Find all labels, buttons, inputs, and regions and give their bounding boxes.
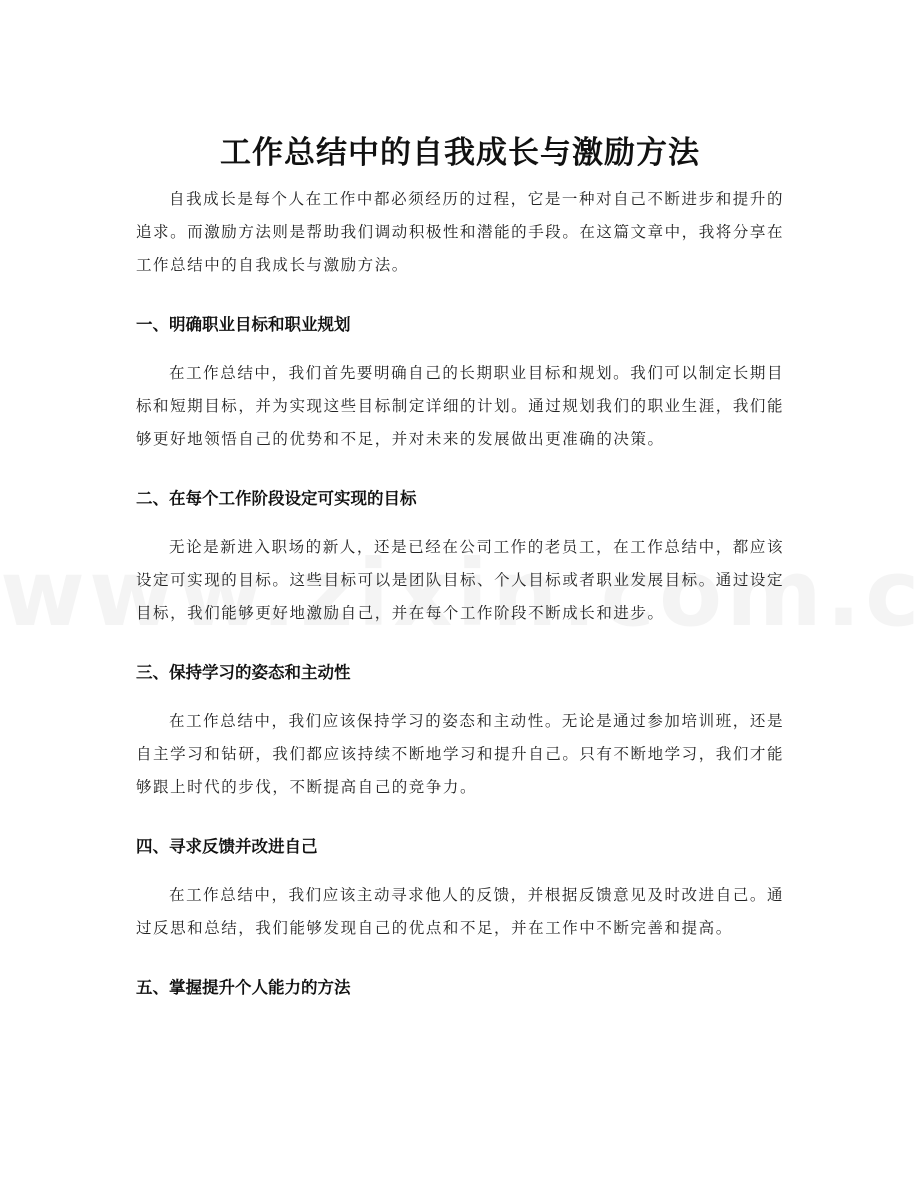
section-1-paragraph: 在工作总结中，我们首先要明确自己的长期职业目标和规划。我们可以制定长期目标和短期目标，并为实现这些目标制定详细的计划。通过规划我们的职业生涯，我们能够更好地领悟自己的优势和不足，并对未来的发展做出更准确的决策。	[136, 364, 784, 448]
section-4-paragraph: 在工作总结中，我们应该主动寻求他人的反馈，并根据反馈意见及时改进自己。通过反思和总结，我们能够发现自己的优点和不足，并在工作中不断完善和提高。	[136, 886, 784, 937]
section-2-paragraph: 无论是新进入职场的新人，还是已经在公司工作的老员工，在工作总结中，都应该设定可实现的目标。这些目标可以是团队目标、个人目标或者职业发展目标。通过设定目标，我们能够更好地激励自己，并在每个工作阶段不断成长和进步。	[136, 538, 784, 622]
section-3-heading: 三、保持学习的姿态和主动性	[136, 663, 351, 682]
section-4-heading: 四、寻求反馈并改进自己	[136, 837, 318, 856]
document-body	[136, 183, 784, 1003]
section-3-paragraph: 在工作总结中，我们应该保持学习的姿态和主动性。无论是通过参加培训班，还是自主学习和钻研，我们都应该持续不断地学习和提升自己。只有不断地学习，我们才能够跟上时代的步伐，不断提高自己的竞争力。	[136, 712, 784, 796]
section-5-heading: 五、掌握提升个人能力的方法	[136, 978, 351, 997]
section-2-heading: 二、在每个工作阶段设定可实现的目标	[136, 489, 417, 508]
document-title: 工作总结中的自我成长与激励方法	[220, 134, 700, 171]
section-1-heading: 一、明确职业目标和职业规划	[136, 315, 351, 334]
intro-paragraph: 自我成长是每个人在工作中都必须经历的过程，它是一种对自己不断进步和提升的追求。而激励方法则是帮助我们调动积极性和潜能的手段。在这篇文章中，我将分享在工作总结中的自我成长与激励方法。	[136, 190, 784, 274]
